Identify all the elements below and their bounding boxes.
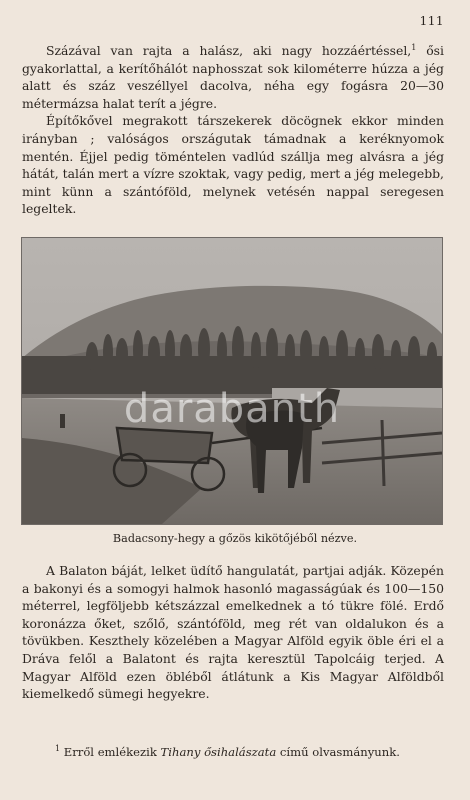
- footnote-title: Tihany ősihalászata: [160, 745, 277, 759]
- badacsony-photo: [21, 237, 443, 525]
- paragraph-text: ősi gyakorlattal, a kerítőhálót naphosszat sok kilométerre húzza a jég alatt és száz veszéllyel dacolva, néha egy fogásra 20—30 métermázsa halat terít a jégre.: [22, 43, 444, 111]
- footnote-marker: 1: [55, 744, 61, 754]
- figure-caption: Badacsony-hegy a gőzös kikötőjéből nézve.: [112, 532, 358, 545]
- paragraph-balaton: A Balaton báját, lelket üdítő hangulatát, partjai adják. Közepén a bakonyi és a somogyi halmok hasonló magasságúak és 100—150 méterrel, legföljebb kétszázzal emelkednek a tó tükre fölé. Erdő koronázza őket, szőlő, szántóföld, meg rét van oldalukon és a tövükben. Keszthely közelében a Magyar Alföld egyik öble éri el a Dráva felől a Balatont és rajta keresztül Tapolcáig terjed. A Magyar Alföld ezen öbléből átlátunk a Kis Magyar Alföldből kiemelkedő sümegi hegyekre.: [22, 563, 444, 702]
- footnote-reference[interactable]: 1: [411, 42, 417, 52]
- footnote-text: Erről emlékezik: [60, 745, 161, 759]
- watermark: darabanth: [123, 386, 341, 432]
- footnote: [55, 745, 400, 759]
- top-text-block: [22, 42, 444, 218]
- paragraph-fishermen: [22, 42, 444, 112]
- paragraph-wagons: Építőkővel megrakott társzekerek döcögnek ekkor minden irányban ; valóságos országutak támadnak a keréknyomok mentén. Éjjel pedig töméntelen vadlúd szállja meg alvásra a jég hátát, talán mert a vízre szoktak, vagy pedig, mert a jég melegebb, mint künn a szántóföld, melynek vetésén nappal seregesen legeltek.: [22, 113, 444, 217]
- bottom-text-block: [22, 562, 444, 703]
- footnote-text: című olvasmányunk.: [276, 745, 400, 759]
- photo-illustration: [22, 238, 442, 524]
- paragraph-text: Százával van rajta a halász, aki nagy hozzáértéssel,: [46, 43, 412, 58]
- page-number: 111: [419, 14, 444, 28]
